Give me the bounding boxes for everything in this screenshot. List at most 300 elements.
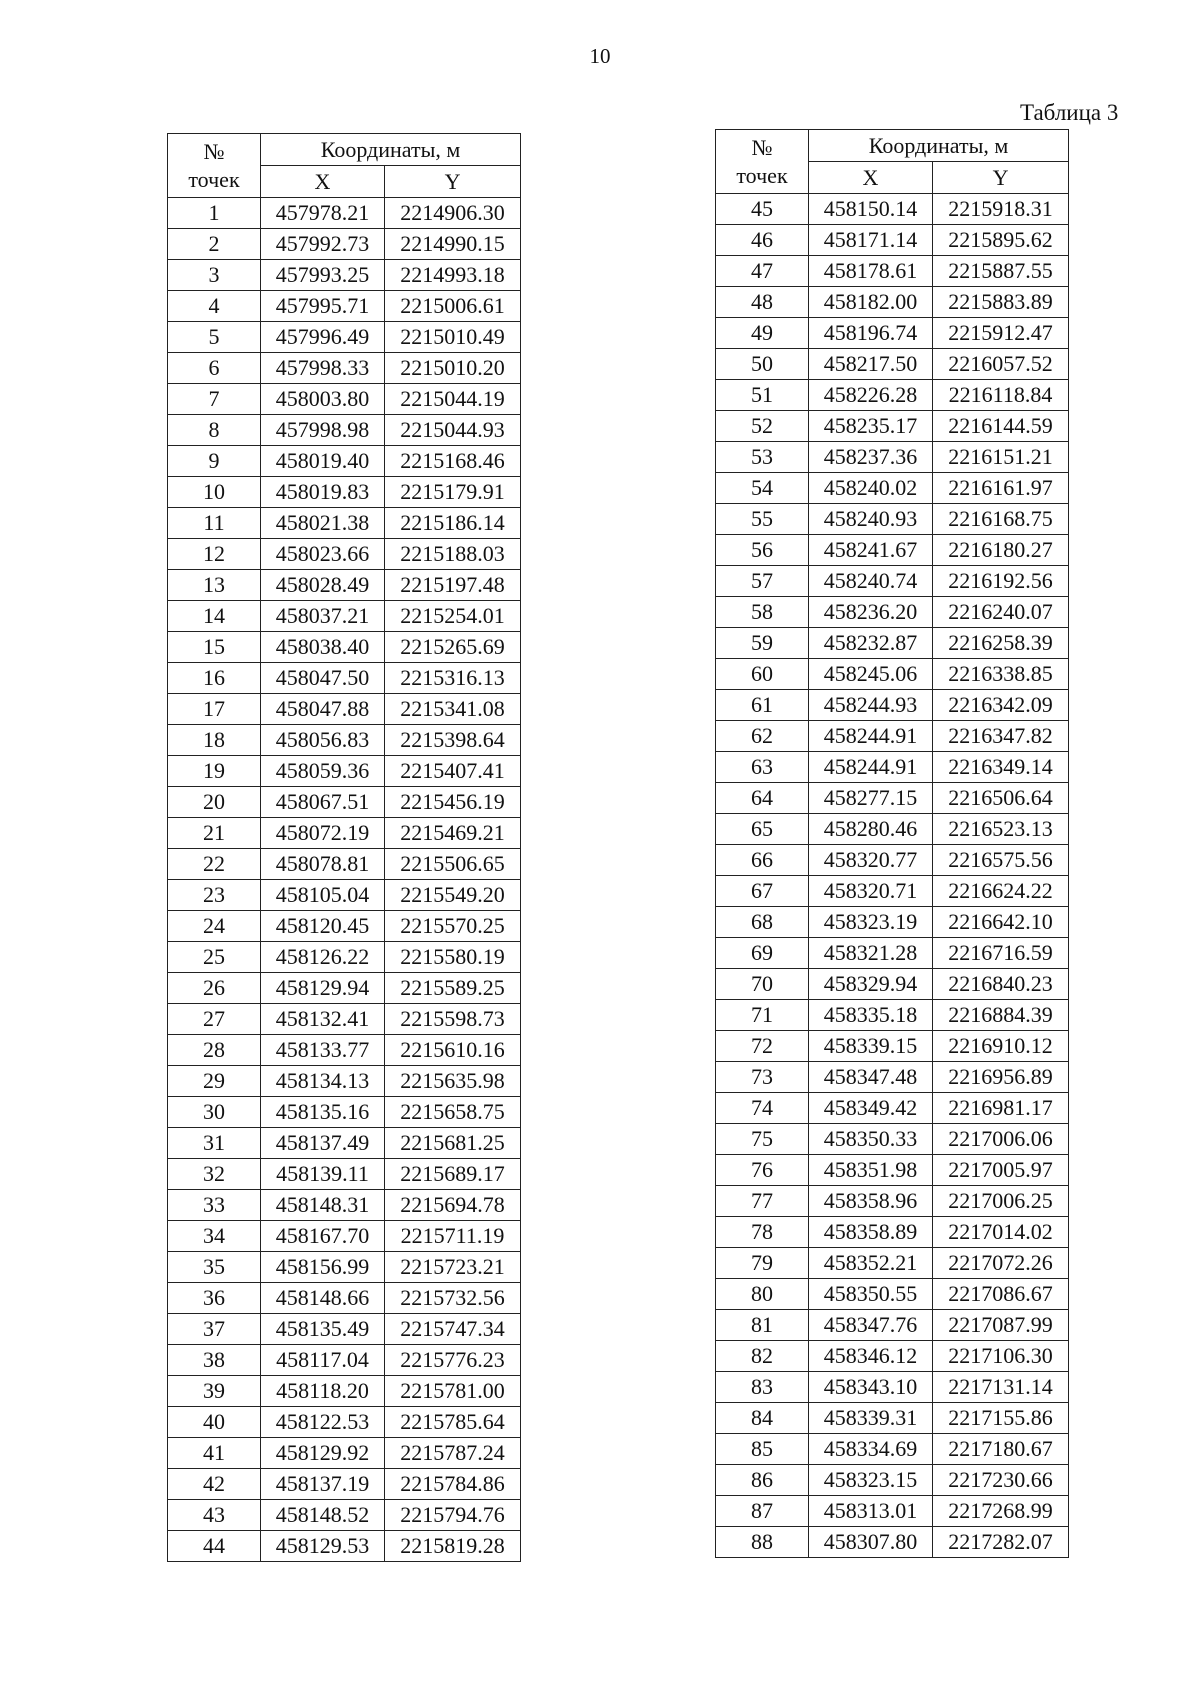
- table-row: [716, 380, 1069, 411]
- table-row: [168, 1407, 521, 1438]
- x-value-cell: 458105.04: [261, 880, 385, 911]
- table-row: [716, 1186, 1069, 1217]
- y-value-cell: 2215776.23: [385, 1345, 521, 1376]
- header-num-symbol: №: [751, 135, 773, 160]
- x-value-cell: 458023.66: [261, 539, 385, 570]
- table-row: [168, 1128, 521, 1159]
- y-value-cell: 2215179.91: [385, 477, 521, 508]
- x-value-cell: 458135.16: [261, 1097, 385, 1128]
- table-row: [716, 287, 1069, 318]
- point-number-cell: 28: [168, 1035, 261, 1066]
- point-number-cell: 62: [716, 721, 809, 752]
- table-row: [168, 508, 521, 539]
- point-number-cell: 30: [168, 1097, 261, 1128]
- table-row: [716, 473, 1069, 504]
- x-value-cell: 458137.19: [261, 1469, 385, 1500]
- table-row: [716, 1465, 1069, 1496]
- point-number-cell: 77: [716, 1186, 809, 1217]
- y-value-cell: 2215549.20: [385, 880, 521, 911]
- x-value-cell: 458137.49: [261, 1128, 385, 1159]
- x-value-cell: 458235.17: [809, 411, 933, 442]
- header-x: X: [809, 162, 933, 194]
- y-value-cell: 2217155.86: [933, 1403, 1069, 1434]
- table-row: [168, 1531, 521, 1562]
- x-value-cell: 458129.94: [261, 973, 385, 1004]
- point-number-cell: 14: [168, 601, 261, 632]
- table-row: [168, 1221, 521, 1252]
- x-value-cell: 458280.46: [809, 814, 933, 845]
- y-value-cell: 2215681.25: [385, 1128, 521, 1159]
- y-value-cell: 2215694.78: [385, 1190, 521, 1221]
- x-value-cell: 458056.83: [261, 725, 385, 756]
- point-number-cell: 5: [168, 322, 261, 353]
- table-row: [716, 1527, 1069, 1558]
- point-number-cell: 68: [716, 907, 809, 938]
- y-value-cell: 2216192.56: [933, 566, 1069, 597]
- point-number-cell: 69: [716, 938, 809, 969]
- page-number: 10: [589, 44, 611, 68]
- point-number-cell: 32: [168, 1159, 261, 1190]
- y-value-cell: 2215341.08: [385, 694, 521, 725]
- table-row: [716, 225, 1069, 256]
- header-point-number: [716, 130, 809, 194]
- header-num-word: точек: [736, 162, 788, 188]
- y-value-cell: 2215785.64: [385, 1407, 521, 1438]
- point-number-cell: 16: [168, 663, 261, 694]
- table-row: [168, 1314, 521, 1345]
- point-number-cell: 44: [168, 1531, 261, 1562]
- x-value-cell: 458350.33: [809, 1124, 933, 1155]
- y-value-cell: 2215912.47: [933, 318, 1069, 349]
- x-value-cell: 458021.38: [261, 508, 385, 539]
- y-value-cell: 2215044.19: [385, 384, 521, 415]
- header-y: Y: [933, 162, 1069, 194]
- header-coordinates: Координаты, м: [809, 130, 1069, 162]
- x-value-cell: 458323.19: [809, 907, 933, 938]
- x-value-cell: 457992.73: [261, 229, 385, 260]
- x-value-cell: 458129.92: [261, 1438, 385, 1469]
- y-value-cell: 2215254.01: [385, 601, 521, 632]
- header-num-symbol: №: [203, 139, 225, 164]
- point-number-cell: 21: [168, 818, 261, 849]
- table-row: [716, 1434, 1069, 1465]
- point-number-cell: 24: [168, 911, 261, 942]
- y-value-cell: 2215570.25: [385, 911, 521, 942]
- x-value-cell: 458307.80: [809, 1527, 933, 1558]
- table-row: [716, 1031, 1069, 1062]
- x-value-cell: 458232.87: [809, 628, 933, 659]
- x-value-cell: 458323.15: [809, 1465, 933, 1496]
- point-number-cell: 33: [168, 1190, 261, 1221]
- table-row: [716, 1496, 1069, 1527]
- y-value-cell: 2214993.18: [385, 260, 521, 291]
- x-value-cell: 458126.22: [261, 942, 385, 973]
- x-value-cell: 458178.61: [809, 256, 933, 287]
- point-number-cell: 76: [716, 1155, 809, 1186]
- y-value-cell: 2215580.19: [385, 942, 521, 973]
- x-value-cell: 458156.99: [261, 1252, 385, 1283]
- y-value-cell: 2215168.46: [385, 446, 521, 477]
- x-value-cell: 458236.20: [809, 597, 933, 628]
- y-value-cell: 2215794.76: [385, 1500, 521, 1531]
- y-value-cell: 2216118.84: [933, 380, 1069, 411]
- table-row: [168, 1500, 521, 1531]
- point-number-cell: 2: [168, 229, 261, 260]
- table-row: [716, 1062, 1069, 1093]
- table-row: [168, 880, 521, 911]
- x-value-cell: 458335.18: [809, 1000, 933, 1031]
- x-value-cell: 458350.55: [809, 1279, 933, 1310]
- y-value-cell: 2216240.07: [933, 597, 1069, 628]
- table-row: [716, 628, 1069, 659]
- point-number-cell: 29: [168, 1066, 261, 1097]
- y-value-cell: 2215635.98: [385, 1066, 521, 1097]
- table-row: [716, 597, 1069, 628]
- y-value-cell: 2215711.19: [385, 1221, 521, 1252]
- x-value-cell: 458351.98: [809, 1155, 933, 1186]
- y-value-cell: 2217180.67: [933, 1434, 1069, 1465]
- point-number-cell: 57: [716, 566, 809, 597]
- point-number-cell: 22: [168, 849, 261, 880]
- x-value-cell: 458117.04: [261, 1345, 385, 1376]
- y-value-cell: 2216161.97: [933, 473, 1069, 504]
- x-value-cell: 458217.50: [809, 349, 933, 380]
- x-value-cell: 458349.42: [809, 1093, 933, 1124]
- point-number-cell: 58: [716, 597, 809, 628]
- point-number-cell: 55: [716, 504, 809, 535]
- point-number-cell: 63: [716, 752, 809, 783]
- y-value-cell: 2216716.59: [933, 938, 1069, 969]
- x-value-cell: 458078.81: [261, 849, 385, 880]
- y-value-cell: 2216342.09: [933, 690, 1069, 721]
- table-row: [716, 969, 1069, 1000]
- point-number-cell: 53: [716, 442, 809, 473]
- y-value-cell: 2216168.75: [933, 504, 1069, 535]
- table-row: [168, 229, 521, 260]
- x-value-cell: 458120.45: [261, 911, 385, 942]
- y-value-cell: 2215658.75: [385, 1097, 521, 1128]
- y-value-cell: 2217131.14: [933, 1372, 1069, 1403]
- x-value-cell: 458067.51: [261, 787, 385, 818]
- table-row: [716, 1217, 1069, 1248]
- point-number-cell: 20: [168, 787, 261, 818]
- table-row: [168, 322, 521, 353]
- point-number-cell: 40: [168, 1407, 261, 1438]
- y-value-cell: 2215784.86: [385, 1469, 521, 1500]
- y-value-cell: 2216523.13: [933, 814, 1069, 845]
- x-value-cell: 458339.31: [809, 1403, 933, 1434]
- point-number-cell: 45: [716, 194, 809, 225]
- table-row: [716, 1000, 1069, 1031]
- x-value-cell: 458028.49: [261, 570, 385, 601]
- table-row: [168, 601, 521, 632]
- y-value-cell: 2215265.69: [385, 632, 521, 663]
- table-row: [168, 353, 521, 384]
- table-row: [168, 1283, 521, 1314]
- point-number-cell: 70: [716, 969, 809, 1000]
- x-value-cell: 458240.93: [809, 504, 933, 535]
- y-value-cell: 2215316.13: [385, 663, 521, 694]
- y-value-cell: 2215747.34: [385, 1314, 521, 1345]
- point-number-cell: 36: [168, 1283, 261, 1314]
- table-row: [716, 783, 1069, 814]
- table-row: [168, 911, 521, 942]
- header-y: Y: [385, 166, 521, 198]
- x-value-cell: 458320.71: [809, 876, 933, 907]
- x-value-cell: 458237.36: [809, 442, 933, 473]
- y-value-cell: 2215895.62: [933, 225, 1069, 256]
- y-value-cell: 2216151.21: [933, 442, 1069, 473]
- y-value-cell: 2215732.56: [385, 1283, 521, 1314]
- y-value-cell: 2215610.16: [385, 1035, 521, 1066]
- point-number-cell: 38: [168, 1345, 261, 1376]
- point-number-cell: 8: [168, 415, 261, 446]
- y-value-cell: 2216180.27: [933, 535, 1069, 566]
- point-number-cell: 50: [716, 349, 809, 380]
- header-coordinates: Координаты, м: [261, 134, 521, 166]
- x-value-cell: 458132.41: [261, 1004, 385, 1035]
- point-number-cell: 80: [716, 1279, 809, 1310]
- table-row: [168, 1159, 521, 1190]
- point-number-cell: 37: [168, 1314, 261, 1345]
- y-value-cell: 2217072.26: [933, 1248, 1069, 1279]
- point-number-cell: 56: [716, 535, 809, 566]
- y-value-cell: 2216956.89: [933, 1062, 1069, 1093]
- x-value-cell: 458148.66: [261, 1283, 385, 1314]
- point-number-cell: 51: [716, 380, 809, 411]
- x-value-cell: 458167.70: [261, 1221, 385, 1252]
- x-value-cell: 458122.53: [261, 1407, 385, 1438]
- coordinates-table-right: [715, 129, 1069, 1558]
- table-row: [168, 1004, 521, 1035]
- y-value-cell: 2217268.99: [933, 1496, 1069, 1527]
- table-row: [168, 787, 521, 818]
- table-row: [716, 659, 1069, 690]
- point-number-cell: 39: [168, 1376, 261, 1407]
- table-caption: Таблица 3: [1020, 100, 1119, 125]
- table-body-left: [168, 198, 521, 1562]
- table-row: [716, 690, 1069, 721]
- table-row: [716, 535, 1069, 566]
- table-row: [716, 814, 1069, 845]
- point-number-cell: 73: [716, 1062, 809, 1093]
- y-value-cell: 2214906.30: [385, 198, 521, 229]
- point-number-cell: 49: [716, 318, 809, 349]
- y-value-cell: 2216506.64: [933, 783, 1069, 814]
- table-row: [168, 849, 521, 880]
- y-value-cell: 2216349.14: [933, 752, 1069, 783]
- table-row: [716, 256, 1069, 287]
- x-value-cell: 458329.94: [809, 969, 933, 1000]
- y-value-cell: 2215188.03: [385, 539, 521, 570]
- y-value-cell: 2215398.64: [385, 725, 521, 756]
- point-number-cell: 81: [716, 1310, 809, 1341]
- point-number-cell: 67: [716, 876, 809, 907]
- x-value-cell: 458244.91: [809, 721, 933, 752]
- x-value-cell: 458320.77: [809, 845, 933, 876]
- y-value-cell: 2216338.85: [933, 659, 1069, 690]
- x-value-cell: 458135.49: [261, 1314, 385, 1345]
- x-value-cell: 458038.40: [261, 632, 385, 663]
- x-value-cell: 457998.98: [261, 415, 385, 446]
- x-value-cell: 458226.28: [809, 380, 933, 411]
- point-number-cell: 26: [168, 973, 261, 1004]
- point-number-cell: 11: [168, 508, 261, 539]
- x-value-cell: 457993.25: [261, 260, 385, 291]
- y-value-cell: 2217282.07: [933, 1527, 1069, 1558]
- table-row: [716, 1155, 1069, 1186]
- table-row: [168, 818, 521, 849]
- table-row: [168, 663, 521, 694]
- x-value-cell: 458347.48: [809, 1062, 933, 1093]
- x-value-cell: 458334.69: [809, 1434, 933, 1465]
- table-row: [168, 1190, 521, 1221]
- table-row: [716, 1372, 1069, 1403]
- x-value-cell: 458139.11: [261, 1159, 385, 1190]
- x-value-cell: 457996.49: [261, 322, 385, 353]
- y-value-cell: 2217106.30: [933, 1341, 1069, 1372]
- y-value-cell: 2215469.21: [385, 818, 521, 849]
- x-value-cell: 458240.74: [809, 566, 933, 597]
- y-value-cell: 2215819.28: [385, 1531, 521, 1562]
- y-value-cell: 2216347.82: [933, 721, 1069, 752]
- x-value-cell: 458245.06: [809, 659, 933, 690]
- point-number-cell: 3: [168, 260, 261, 291]
- point-number-cell: 71: [716, 1000, 809, 1031]
- y-value-cell: 2217006.06: [933, 1124, 1069, 1155]
- y-value-cell: 2215010.20: [385, 353, 521, 384]
- y-value-cell: 2216144.59: [933, 411, 1069, 442]
- table-row: [168, 1097, 521, 1128]
- y-value-cell: 2215787.24: [385, 1438, 521, 1469]
- x-value-cell: 458148.52: [261, 1500, 385, 1531]
- table-row: [168, 446, 521, 477]
- y-value-cell: 2216057.52: [933, 349, 1069, 380]
- point-number-cell: 25: [168, 942, 261, 973]
- table-row: [168, 1066, 521, 1097]
- y-value-cell: 2216981.17: [933, 1093, 1069, 1124]
- table-row: [168, 973, 521, 1004]
- y-value-cell: 2216642.10: [933, 907, 1069, 938]
- point-number-cell: 48: [716, 287, 809, 318]
- y-value-cell: 2215598.73: [385, 1004, 521, 1035]
- y-value-cell: 2216910.12: [933, 1031, 1069, 1062]
- y-value-cell: 2215589.25: [385, 973, 521, 1004]
- x-value-cell: 458037.21: [261, 601, 385, 632]
- table-row: [168, 1376, 521, 1407]
- point-number-cell: 4: [168, 291, 261, 322]
- table-row: [716, 566, 1069, 597]
- table-row: [716, 411, 1069, 442]
- point-number-cell: 46: [716, 225, 809, 256]
- table-row: [168, 477, 521, 508]
- x-value-cell: 458148.31: [261, 1190, 385, 1221]
- point-number-cell: 64: [716, 783, 809, 814]
- x-value-cell: 457978.21: [261, 198, 385, 229]
- point-number-cell: 41: [168, 1438, 261, 1469]
- point-number-cell: 66: [716, 845, 809, 876]
- point-number-cell: 35: [168, 1252, 261, 1283]
- y-value-cell: 2215186.14: [385, 508, 521, 539]
- table-row: [716, 752, 1069, 783]
- point-number-cell: 12: [168, 539, 261, 570]
- point-number-cell: 31: [168, 1128, 261, 1159]
- y-value-cell: 2215883.89: [933, 287, 1069, 318]
- x-value-cell: 458182.00: [809, 287, 933, 318]
- y-value-cell: 2216624.22: [933, 876, 1069, 907]
- point-number-cell: 84: [716, 1403, 809, 1434]
- y-value-cell: 2215781.00: [385, 1376, 521, 1407]
- table-row: [168, 1469, 521, 1500]
- table-row: [168, 1035, 521, 1066]
- table-row: [716, 1093, 1069, 1124]
- point-number-cell: 10: [168, 477, 261, 508]
- point-number-cell: 78: [716, 1217, 809, 1248]
- point-number-cell: 88: [716, 1527, 809, 1558]
- point-number-cell: 43: [168, 1500, 261, 1531]
- y-value-cell: 2217230.66: [933, 1465, 1069, 1496]
- header-point-number: [168, 134, 261, 198]
- x-value-cell: 458019.40: [261, 446, 385, 477]
- x-value-cell: 458343.10: [809, 1372, 933, 1403]
- y-value-cell: 2217005.97: [933, 1155, 1069, 1186]
- table-row: [168, 1252, 521, 1283]
- x-value-cell: 458047.88: [261, 694, 385, 725]
- point-number-cell: 82: [716, 1341, 809, 1372]
- table-row: [168, 570, 521, 601]
- table-row: [716, 442, 1069, 473]
- x-value-cell: 458244.93: [809, 690, 933, 721]
- x-value-cell: 458059.36: [261, 756, 385, 787]
- y-value-cell: 2216884.39: [933, 1000, 1069, 1031]
- table-row: [716, 349, 1069, 380]
- table-row: [716, 845, 1069, 876]
- x-value-cell: 458072.19: [261, 818, 385, 849]
- point-number-cell: 19: [168, 756, 261, 787]
- y-value-cell: 2217087.99: [933, 1310, 1069, 1341]
- table-row: [168, 384, 521, 415]
- point-number-cell: 9: [168, 446, 261, 477]
- x-value-cell: 457995.71: [261, 291, 385, 322]
- table-row: [716, 721, 1069, 752]
- table-row: [168, 415, 521, 446]
- point-number-cell: 23: [168, 880, 261, 911]
- point-number-cell: 74: [716, 1093, 809, 1124]
- y-value-cell: 2215689.17: [385, 1159, 521, 1190]
- point-number-cell: 34: [168, 1221, 261, 1252]
- table-row: [168, 260, 521, 291]
- table-row: [716, 938, 1069, 969]
- table-row: [716, 1124, 1069, 1155]
- x-value-cell: 458134.13: [261, 1066, 385, 1097]
- table-row: [716, 1248, 1069, 1279]
- table-row: [716, 1341, 1069, 1372]
- y-value-cell: 2217014.02: [933, 1217, 1069, 1248]
- y-value-cell: 2215197.48: [385, 570, 521, 601]
- x-value-cell: 458241.67: [809, 535, 933, 566]
- y-value-cell: 2215887.55: [933, 256, 1069, 287]
- point-number-cell: 87: [716, 1496, 809, 1527]
- point-number-cell: 65: [716, 814, 809, 845]
- header-x: X: [261, 166, 385, 198]
- table-row: [168, 198, 521, 229]
- table-row: [716, 1310, 1069, 1341]
- table-row: [716, 1403, 1069, 1434]
- point-number-cell: 6: [168, 353, 261, 384]
- point-number-cell: 27: [168, 1004, 261, 1035]
- y-value-cell: 2217006.25: [933, 1186, 1069, 1217]
- x-value-cell: 458339.15: [809, 1031, 933, 1062]
